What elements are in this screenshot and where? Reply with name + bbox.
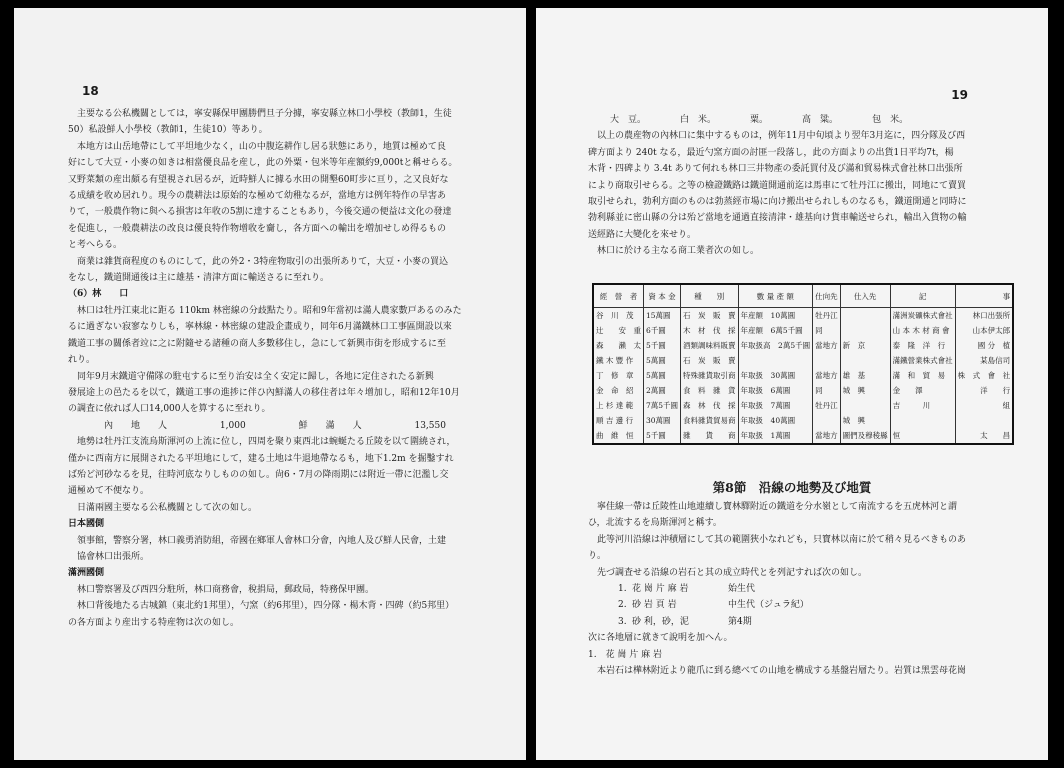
- text-line: 發展途上の邑たるを以て，鐵道工事の進捗に伴ひ內鮮滿人の移住者は年々增加し，昭和12年10月: [68, 387, 460, 398]
- text-line: 寧佳線一帶は丘陵性山地連續し寶林驛附近の鐵道を分水嶺として南流するを五虎林河と謂: [597, 502, 958, 512]
- population-value: 13,550: [414, 420, 446, 431]
- table-cell: 林口出張所: [955, 308, 1013, 324]
- table-cell: 石 炭 販 賣: [681, 308, 739, 324]
- population-label: 鮮 滿 人: [298, 420, 362, 431]
- right-upper-text: [588, 112, 1002, 260]
- section-title: 第8節 沿線の地勢及び地質: [712, 480, 872, 495]
- table-cell: 泰 隆 洋 行: [890, 338, 955, 353]
- rock-era: 始生代: [728, 584, 756, 595]
- text-line: の各方面より産出する特産物は次の如し。: [68, 617, 240, 628]
- table-cell: 石 炭 販 賣: [681, 353, 739, 368]
- table-cell: 年取扱 30萬圓: [738, 368, 813, 383]
- table-cell: 吉 川: [890, 398, 955, 413]
- table-cell: 新 京: [840, 338, 890, 353]
- table-cell: 圖們及穆稜縣: [840, 428, 890, 444]
- text-line: の調査に依れば人口14,000人を算するに至れり。: [68, 404, 271, 415]
- text-line: ひ，北流するを烏斯渾河と稱す。: [588, 518, 722, 529]
- text-line: 通極めて不便なり。: [68, 486, 150, 497]
- table-cell: 7萬5千圓: [644, 398, 681, 413]
- table-cell: 上 杉 達 範: [596, 401, 634, 410]
- table-cell: 酒類調味料販賣: [681, 338, 739, 353]
- table-cell: 30萬圓: [644, 413, 681, 428]
- table-cell: 國 分 植: [955, 338, 1013, 353]
- table-cell: 森 瀨 太: [596, 341, 641, 350]
- table-cell: 同: [813, 383, 841, 398]
- column-header: 數 量 產 額: [738, 284, 813, 308]
- table-cell: 金 澤: [890, 383, 955, 398]
- table-cell: 5萬圓: [644, 368, 681, 383]
- table-cell: 洋 行: [955, 383, 1013, 398]
- population-value: 1,000: [219, 420, 246, 431]
- text-line: 領事館，警察分署，林口義勇消防組，帝國在鄉軍人會林口分會，內地人及び鮮人民會，土建: [77, 535, 447, 546]
- rock-name: 砂 岩 頁 岩: [632, 600, 677, 611]
- text-line: 50）私設鮮人小學校（教師1，生徒10）等あり。: [68, 125, 268, 136]
- list-number: 3.: [618, 616, 627, 627]
- table-row: [593, 428, 1013, 444]
- text-line: ば殆ど河砂なるを見，往時河底なりしものの如し。尙6・7月の降雨期には附近一帶に氾濫し交: [68, 469, 449, 480]
- table-cell: 2萬圓: [644, 383, 681, 398]
- sub-heading: 滿洲國側: [68, 568, 105, 579]
- table-header-row: [593, 284, 1013, 308]
- rock-list: [588, 581, 1002, 630]
- table-cell: 谷 川 茂: [596, 311, 634, 320]
- table-cell: [840, 308, 890, 324]
- table-cell: 當地方: [813, 338, 841, 353]
- table-cell: [955, 413, 1013, 428]
- population-label: 內 地 人: [104, 420, 168, 431]
- text-line: により商取引せらる。之等の檢證鐵路は鐵道開通前迄は馬車にて牡丹江に搬出，同地にて賣買: [588, 180, 967, 191]
- text-line: 主要なる公私機關としては，寧安縣保甲團勝們旦子分據，寧安縣立林口小學校（教師1，生徒: [77, 109, 452, 119]
- table-cell: 6千圓: [644, 323, 681, 338]
- table-cell: 食料雜貨貿易商: [681, 413, 739, 428]
- table-cell: [738, 353, 813, 368]
- table-cell: 5千圓: [644, 338, 681, 353]
- left-body: [68, 106, 482, 631]
- list-number: 2.: [618, 600, 627, 611]
- table-row: [593, 398, 1013, 413]
- table-cell: 當地方: [813, 368, 841, 383]
- table-cell: 山本伊太郎: [955, 323, 1013, 338]
- table-body: [593, 308, 1013, 445]
- table-row: [593, 338, 1013, 353]
- table-cell: 株 式 會 社: [955, 368, 1013, 383]
- column-header: 經 營 者: [593, 284, 644, 308]
- text-line: 同年9月末鐵道守備隊の駐屯するに至り治安は全く安定に歸し，各地に定住されたる新興: [77, 371, 434, 382]
- text-line: 此等河川沿線は沖積層にして其の範圍狹小なれども，只寶林以南に於て稍々見るべきものあ: [597, 534, 967, 545]
- table-row: [593, 353, 1013, 368]
- table-cell: [890, 413, 955, 428]
- table-cell: 滿洲炭礦株式會社: [890, 308, 955, 324]
- table-cell: 山 本 木 材 商 會: [890, 323, 955, 338]
- text-line: 林口に於ける主なる商工業者次の如し。: [597, 246, 760, 257]
- table-cell: 年産額 10萬圓: [738, 308, 813, 324]
- text-line: 本地方は山岳地帶にして平坦地少なく，山の中腹迄耕作し居る狀態にあり，地質は極めて良: [77, 141, 446, 152]
- rock-era: 中生代（ジュラ紀）: [728, 600, 809, 611]
- rock-era: 第4期: [728, 616, 752, 627]
- sub-heading: 日本國側: [68, 519, 105, 530]
- product-item: 大 豆。: [610, 115, 647, 125]
- text-line: 協會林口出張所。: [77, 551, 150, 562]
- table-cell: 年産額 6萬5千圓: [738, 323, 813, 338]
- table-cell: 木 材 伐 採: [681, 323, 739, 338]
- product-item: 白 米。: [680, 115, 717, 125]
- table-cell: 恒: [890, 428, 955, 444]
- table-cell: 5千圓: [644, 428, 681, 444]
- table-cell: 辻 安 重: [596, 326, 641, 335]
- table-cell: [840, 398, 890, 413]
- text-line: 取引せられ，勃利方面のものは勃蒸經市場に向け搬出せられしものなるも，鐵道開通と同時に: [588, 197, 967, 208]
- rock-name: 花 崗 片 麻 岩: [632, 584, 689, 595]
- text-line: 先づ調査せる沿線の岩石と其の成立時代とを列記すれば次の如し。: [597, 567, 868, 578]
- table-cell: 滿 和 貿 易: [890, 368, 955, 383]
- product-item: 高 粱。: [802, 115, 839, 125]
- table-cell: 城 興: [840, 383, 890, 398]
- table-cell: 特殊雜貨取引商: [681, 368, 739, 383]
- page-number: 18: [82, 84, 99, 98]
- list-item: [618, 581, 1002, 597]
- text-line: と考へらる。: [68, 240, 123, 251]
- text-line: るに過ぎない寂寥なりしも，寧林線・林密線の建設企畫成り，同年6月滿鐵林口工事區開設以來: [68, 322, 452, 333]
- text-line: りて，一般農作物に與へる損害は年收の5割に達することもあり，今後交通の便益は文化の發達: [68, 207, 452, 218]
- table-cell: [840, 353, 890, 368]
- column-header: 仕入先: [840, 284, 890, 308]
- column-header: 事: [955, 284, 1013, 308]
- table-cell: 牡丹江: [813, 398, 841, 413]
- table-cell: 年取扱 7萬圓: [738, 398, 813, 413]
- right-page: [536, 8, 1048, 760]
- text-line: 木背・四碑より 3.4t ありて何れも林口三井物產の委託買付及び滿和貿易株式會社林口出張所: [588, 164, 963, 175]
- text-line: 勃利縣並に密山縣の分は殆ど當地を通過直接清津・雄基向け貨車輸送せられ，輸出入貨物の輸: [588, 213, 967, 224]
- table-cell: 年取扱 1萬圓: [738, 428, 813, 444]
- list-item: [618, 597, 1002, 613]
- page-number: 19: [951, 88, 968, 102]
- table-cell: 食 料 雜 貨: [681, 383, 739, 398]
- product-list: [588, 112, 1002, 128]
- table-cell: 金 命 紹: [596, 386, 634, 395]
- right-lower-text: [588, 499, 1002, 679]
- text-line: 地勢は牡丹江支流烏斯渾河の上流に位し，四周を聚り東西北は蜿蜒たる丘陵を以て圍繞され，: [77, 437, 456, 448]
- text-line: り。: [588, 551, 607, 562]
- list-item: [618, 614, 1002, 630]
- table-cell: 組: [955, 398, 1013, 413]
- text-line: をなし，鐵道開通後は主に雄基・清津方面に輸送さるに至れり。: [68, 273, 330, 284]
- text-line: 以上の農産物の內林口に集中するものは，例年11月中旬頃より翌年3月迄に，四分隊及び西: [597, 131, 966, 142]
- text-line: 僅かに西南方に展開されたる平坦地にして，建る土地は牛退地帶なるも，地下1.2m を掘鑿すれ: [68, 453, 454, 464]
- text-line: 商業は雜貨商程度のものにして，此の外2・3特産物取引の出張所ありて，大豆・小麥の買込: [77, 256, 449, 267]
- table-cell: 年取扱 6萬圓: [738, 383, 813, 398]
- table-cell: 順 吉 邊 行: [596, 416, 634, 425]
- population-row: [68, 418, 482, 434]
- table-row: [593, 308, 1013, 324]
- section-heading: （6）林 口: [68, 289, 129, 300]
- table-cell: 當地方: [813, 428, 841, 444]
- text-line: る成績を收め居れり。現今の農耕法は原始的な極めて幼稚なるが，當地方は例年特作の早害あ: [68, 191, 447, 202]
- table-cell: [840, 323, 890, 338]
- table-cell: 滿鐵營業株式會社: [890, 353, 955, 368]
- list-number: 1.: [618, 584, 627, 595]
- table-cell: 太 昌: [955, 428, 1013, 444]
- sub-heading: 1. 花 崗 片 麻 岩: [588, 649, 663, 660]
- table-cell: 某島信司: [955, 353, 1013, 368]
- product-item: 粟。: [750, 115, 769, 125]
- text-line: 又野菜類の産出頗る有望視され居るが，近時鮮人に據る水田の開墾60町步に亘り，之又良好な: [68, 174, 449, 185]
- table-cell: 曲 維 恒: [596, 431, 634, 440]
- column-header: 仕向先: [813, 284, 841, 308]
- table-row: [593, 413, 1013, 428]
- text-line: 林口背後地たる古城鎮（東北約1邦里），勺窯（約6邦里），四分隊・楊木背・四碑（約5邦里）: [77, 601, 455, 612]
- text-line: 鐵道工事の關係者竝に之に附隨せる諸種の商人多數移住し，急にして新興市街を形成するに至: [68, 338, 447, 349]
- text-line: を促進し，一般農耕法の改良は優良特作物增收を齎し，各方面への輸出を増加せしめ得るもの: [68, 223, 447, 234]
- table-cell: 城 興: [840, 413, 890, 428]
- text-line: 次に各地層に就きて說明を加へん。: [588, 633, 733, 644]
- rock-name: 砂 利，砂，泥: [632, 616, 689, 627]
- text-line: 林口は牡丹江東北に距る 110km 林密線の分歧點たり。昭和9年當初は滿人農家數戸あるのみた: [77, 305, 462, 316]
- table-cell: [813, 413, 841, 428]
- table-cell: 雜 貨 商: [681, 428, 739, 444]
- column-header: 記: [890, 284, 955, 308]
- table-cell: 同: [813, 323, 841, 338]
- left-page: [14, 8, 526, 760]
- column-header: 資 本 金: [644, 284, 681, 308]
- table-cell: 雄 基: [840, 368, 890, 383]
- table-cell: 森 林 伐 採: [681, 398, 739, 413]
- merchant-table: [592, 283, 1014, 445]
- table-cell: 鐵 木 豐 作: [596, 356, 634, 365]
- table-cell: [813, 353, 841, 368]
- table-cell: 丁 修 章: [596, 371, 634, 380]
- product-item: 包 米。: [872, 115, 909, 125]
- text-line: 好にして大豆・小麥の如きは相當優良品を産し，此の外粟・包米等年産額約9,000tと稱せらる。: [68, 158, 458, 169]
- table-cell: 年取扱 40萬圓: [738, 413, 813, 428]
- text-line: 日滿兩國主要なる公私機關として次の如し。: [77, 502, 258, 513]
- table-row: [593, 368, 1013, 383]
- column-header: 種 別: [681, 284, 739, 308]
- text-line: 林口警察署及び西四分駐所，林口商務會，稅捐局，郵政局，特務保甲團。: [77, 584, 375, 595]
- table-cell: 15萬圓: [644, 308, 681, 324]
- table-cell: 牡丹江: [813, 308, 841, 324]
- table-cell: 5萬圓: [644, 353, 681, 368]
- text-line: 送經路に大變化を來せり。: [588, 229, 697, 240]
- table-cell: 年取扱高 2萬5千圓: [738, 338, 813, 353]
- text-line: れり。: [68, 355, 96, 366]
- text-line: 碑方面より 240t なる，最近勺窯方面の討匪一段落し，此の方面よりの出貨1日平均7t，楊: [588, 147, 954, 158]
- table-row: [593, 323, 1013, 338]
- text-line: 本岩石は樺林附近より龍爪に到る總べての山地を構成する基盤岩層たり。岩質は黑雲母花崗: [597, 666, 967, 677]
- table-row: [593, 383, 1013, 398]
